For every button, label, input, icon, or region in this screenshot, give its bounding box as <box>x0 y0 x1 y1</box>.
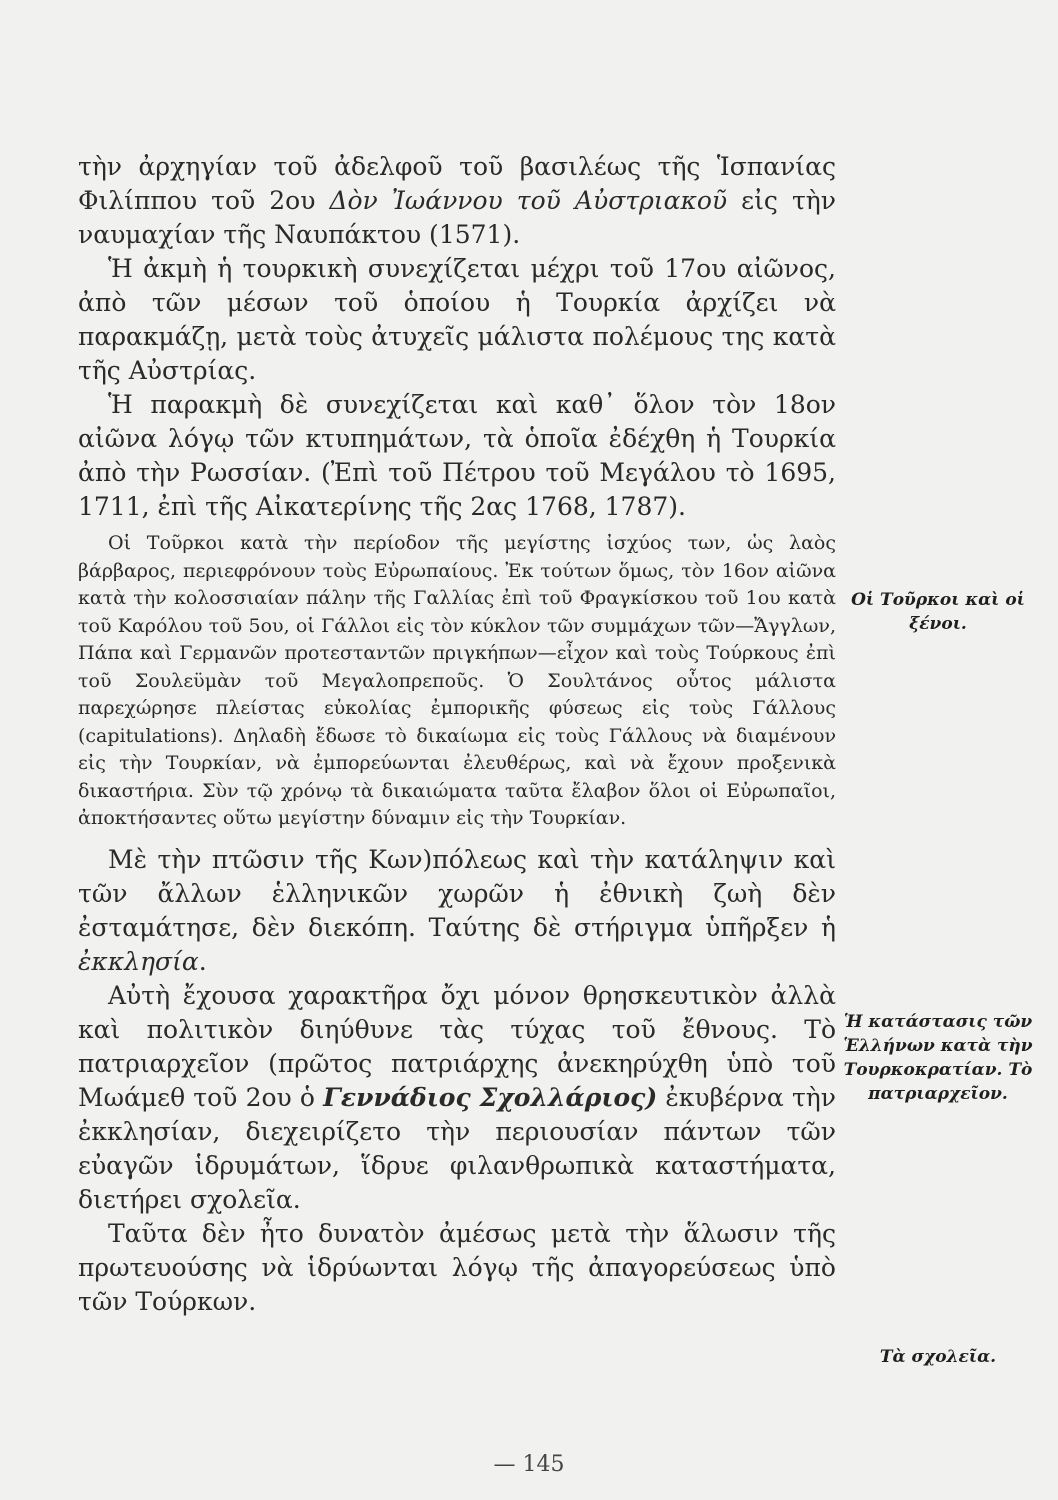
paragraph-1: τὴν ἀρχηγίαν τοῦ ἀδελφοῦ τοῦ βασιλέως τῆς Ἱσπανίας Φιλίππου τοῦ 2ου Δὸν Ἰωάννου τοῦ Αὐστριακοῦ εἰς τὴν ναυμαχίαν τῆς Ναυπάκτου (1571). <box>78 152 836 249</box>
margin-note-turks-foreigners: Οἱ Τοῦρκοι καὶ οἱ ξένοι. <box>851 590 1025 634</box>
paragraph-5: Μὲ τὴν πτῶσιν τῆς Κων)πόλεως καὶ τὴν κατάληψιν καὶ τῶν ἄλλων ἑλληνικῶν χωρῶν ἡ ἐθνικὴ ζωὴ δὲν ἐσταμάτησε, δὲν διεκόπη. Ταύτης δὲ στήριγμα ὑπῆρξεν ἡ ἐκκλησία. <box>78 844 836 976</box>
spacer <box>78 833 836 843</box>
page-number: — 145 <box>493 1452 565 1477</box>
main-text-column <box>78 150 836 1319</box>
margin-note-schools: Τὰ σχολεῖα. <box>879 1347 997 1367</box>
paragraph-4-small: Οἱ Τοῦρκοι κατὰ τὴν περίοδον τῆς μεγίστης ἰσχύος των, ὡς λαὸς βάρβαρος, περιεφρόνουν τοὺς Εὐρωπαίους. Ἐκ τούτων ὅμως, τὸν 16ον αἰῶνα κατὰ τὴν κολοσσιαίαν πάλην τῆς Γαλλίας ἐπὶ τοῦ Φραγκίσκου τοῦ 1ου κατὰ τοῦ Καρόλου τοῦ 5ου, οἱ Γάλλοι εἰς τὸν κύκλον τῶν συμμάχων τῶν—Ἄγγλων, Πάπα καὶ Γερμανῶν προτεσταντῶν πριγκήπων—εἶχον καὶ τοὺς Τούρκους ἐπὶ τοῦ Σουλεϋμὰν τοῦ Μεγαλοπρεποῦς. Ὁ Σουλτάνος οὗτος μάλιστα παρεχώρησε πλείστας εὐκολίας ἐμπορικῆς φύσεως εἰς τοὺς Γάλλους (capitulations). Δηλαδὴ ἔδωσε τὸ δικαίωμα εἰς τοὺς Γάλλους νὰ διαμένουν εἰς τὴν Τουρκίαν, νὰ ἐμπορεύωνται ἐλευθέρως, καὶ νὰ ἔχουν προξενικὰ δικαστήρια. Σὺν τῷ χρόνῳ τὰ δικαιώματα ταῦτα ἔλαβον ὅλοι οἱ Εὐρωπαῖοι, ἀποκτήσαντες οὕτω μεγίστην δύναμιν εἰς τὴν Τουρκίαν. <box>78 532 836 829</box>
paragraph-7: Ταῦτα δὲν ἦτο δυνατὸν ἀμέσως μετὰ τὴν ἅλωσιν τῆς πρωτευούσης νὰ ἱδρύωνται λόγῳ τῆς ἀπαγορεύσεως ὑπὸ τῶν Τούρκων. <box>78 1218 836 1316</box>
italic-word: ἐκκλησία <box>78 946 199 976</box>
italic-name: Δὸν Ἰωάννου τοῦ Αὐστριακοῦ <box>329 186 728 215</box>
paragraph-2: Ἡ ἀκμὴ ἡ τουρκικὴ συνεχίζεται μέχρι τοῦ 17ου αἰῶνος, ἀπὸ τῶν μέσων τοῦ ὁποίου ἡ Τουρκία ἀρχίζει νὰ παρακμάζῃ, μετὰ τοὺς ἀτυχεῖς μάλιστα πολέμους της κατὰ τῆς Αὐστρίας. <box>78 254 836 385</box>
paragraph-3: Ἡ παρακμὴ δὲ συνεχίζεται καὶ καθ᾿ ὅλον τὸν 18ον αἰῶνα λόγῳ τῶν κτυπημάτων, τὰ ὁποῖα ἐδέχθη ἡ Τουρκία ἀπὸ τὴν Ρωσσίαν. (Ἐπὶ τοῦ Πέτρου τοῦ Μεγάλου τὸ 1695, 1711, ἐπὶ τῆς Αἰκατερίνης τῆς 2ας 1768, 1787). <box>78 390 836 521</box>
margin-note-patriarchate: Ἡ κατάστασις τῶν Ἑλλήνων κατὰ τὴν Τουρκοκρατίαν. Τὸ πατριαρχεῖον. <box>843 1012 1033 1104</box>
bold-italic-name: Γεννάδιος Σχολλάριος) <box>323 1082 658 1112</box>
paragraph-6: Αὐτὴ ἔχουσα χαρακτῆρα ὄχι μόνον θρησκευτικὸν ἀλλὰ καὶ πολιτικὸν διηύθυνε τὰς τύχας τοῦ ἔθνους. Τὸ πατριαρχεῖον (πρῶτος πατριάρχης ἀνεκηρύχθη ὑπὸ τοῦ Μωάμεθ τοῦ 2ου ὁ Γεννάδιος Σχολλάριος) ἐκυβέρνα τὴν ἐκκλησίαν, διεχειρίζετο τὴν περιουσίαν πάντων τῶν εὐαγῶν ἱδρυμάτων, ἵδρυε φιλανθρωπικὰ καταστήματα, διετήρει σχολεῖα. <box>78 980 836 1214</box>
